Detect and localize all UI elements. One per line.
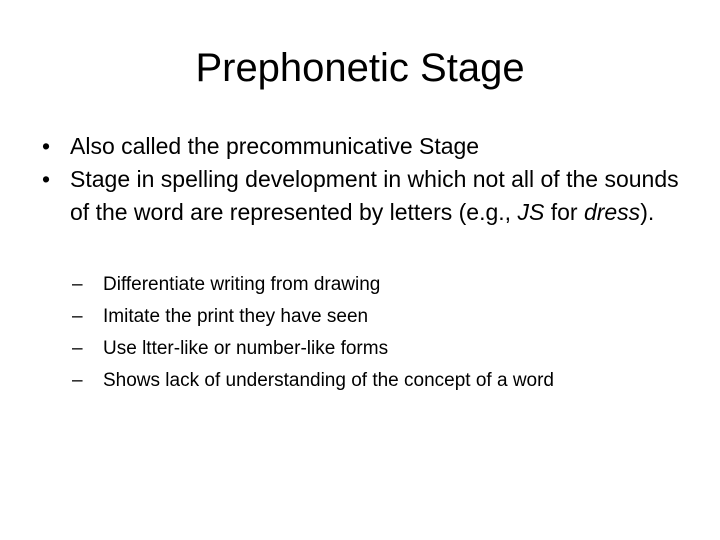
bullet-list [40,130,680,229]
subbullet-item [72,301,672,333]
subbullet-text: Shows lack of understanding of the concept of a word [103,370,554,391]
subbullet-text: Use ltter-like or number-like forms [103,338,389,359]
bullet-text [70,166,679,225]
dash-mark: – [72,274,83,295]
example-letters: JS [517,199,545,225]
dash-mark: – [72,370,83,391]
bullet-mark: • [42,133,51,159]
bullet-text-part: for [544,199,584,225]
example-word: dress [583,199,641,225]
bullet-mark: • [42,166,51,192]
dash-mark: – [72,306,83,327]
slide-title: Prephonetic Stage [195,46,525,90]
subbullet-item [72,333,672,365]
subbullet-list [72,269,672,397]
bullet-item [40,163,680,229]
bullet-item [40,130,680,163]
bullet-text-part: ). [640,199,655,225]
bullet-text: Also called the precommunicative Stage [70,133,480,159]
subbullet-item [72,365,672,397]
subbullet-text: Differentiate writing from drawing [103,274,381,295]
subbullet-text: Imitate the print they have seen [103,306,369,327]
subbullet-item [72,269,672,301]
dash-mark: – [72,338,83,359]
bullet-text-part: Stage in spelling development in which not all of the sounds of the word are represented by letters (e.g., [70,166,679,225]
